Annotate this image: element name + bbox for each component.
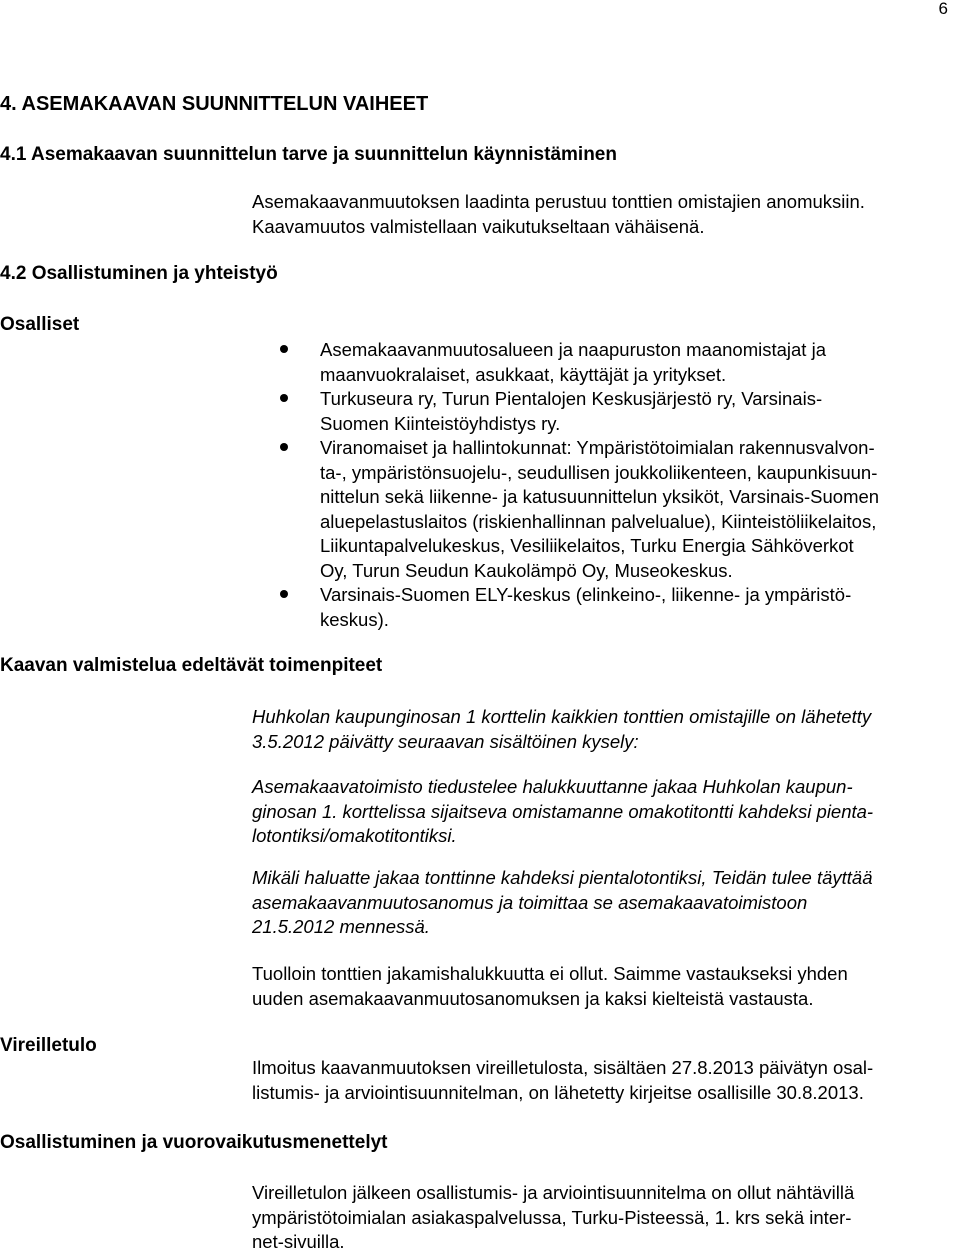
list-item: [320, 387, 956, 436]
section-4-1-title: 4.1 Asemakaavan suunnittelun tarve ja suunnittelun käynnistäminen: [0, 144, 617, 165]
bullet-icon: [280, 590, 288, 598]
list-item: [320, 436, 956, 583]
text-line: Suomen Kiinteistöyhdistys ry.: [320, 412, 561, 434]
vireilletulo-text: [252, 1056, 958, 1105]
osalliset-list: [320, 338, 956, 632]
chapter-heading: 4. ASEMAKAAVAN SUUNNITTELUN VAIHEET: [0, 93, 429, 115]
osallistuminen-label: Osallistuminen ja vuorovaikutusmenettelyt: [0, 1132, 388, 1153]
kaavan-valmistelua-label: Kaavan valmistelua edeltävät toimenpiteet: [0, 655, 383, 676]
text-line: ta-, ympäristönsuojelu-, seudullisen joukkoliikenteen, kaupunkisuun-: [320, 461, 878, 483]
kysely-result: [252, 962, 958, 1011]
kysely-instructions: [252, 866, 958, 940]
kysely-content: [252, 775, 958, 849]
text-line: Tuolloin tonttien jakamishalukkuutta ei ollut. Saimme vastaukseksi yhden: [252, 963, 848, 984]
text-line: Asemakaavatoimisto tiedustelee halukkuuttanne jakaa Huhkolan kaupun-: [252, 776, 853, 797]
text-line: Asemakaavanmuutoksen laadinta perustuu tonttien omistajien anomuksiin.: [252, 191, 865, 212]
section-4-1-text: [252, 190, 958, 239]
bullet-icon: [280, 345, 288, 353]
text-line: Viranomaiset ja hallintokunnat: Ympäristötoimialan rakennusvalvon-: [320, 437, 875, 458]
section-4-2-title: 4.2 Osallistuminen ja yhteistyö: [0, 263, 278, 284]
text-line: net-sivuilla.: [252, 1231, 345, 1252]
text-line: ginosan 1. korttelissa sijaitseva omistamanne omakotitontti kahdeksi pienta-: [252, 800, 874, 822]
bullet-icon: [280, 394, 288, 402]
osallistuminen-text: [252, 1181, 958, 1255]
text-line: keskus).: [320, 608, 389, 630]
osalliset-label: Osalliset: [0, 314, 80, 335]
text-line: Oy, Turun Seudun Kaukolämpö Oy, Museokeskus.: [320, 559, 733, 581]
list-item: [320, 583, 956, 632]
page-number: 6: [938, 0, 948, 18]
text-line: Mikäli haluatte jakaa tonttinne kahdeksi pientalotontiksi, Teidän tulee täyttää: [252, 867, 873, 888]
text-line: Kaavamuutos valmistellaan vaikutukseltaan vähäisenä.: [252, 215, 705, 237]
text-line: 21.5.2012 mennessä.: [252, 916, 430, 937]
text-line: Varsinais-Suomen ELY-keskus (elinkeino-, liikenne- ja ympäristö-: [320, 584, 852, 605]
text-line: Huhkolan kaupunginosan 1 korttelin kaikkien tonttien omistajille on lähetetty: [252, 706, 872, 727]
text-line: Turkuseura ry, Turun Pientalojen Keskusjärjestö ry, Varsinais-: [320, 388, 823, 409]
text-line: 3.5.2012 päivätty seuraavan sisältöinen kysely:: [252, 730, 639, 752]
vireilletulo-label: Vireilletulo: [0, 1035, 97, 1056]
kysely-intro: [252, 705, 958, 754]
text-line: maanvuokralaiset, asukkaat, käyttäjät ja yritykset.: [320, 363, 727, 385]
text-line: Asemakaavanmuutosalueen ja naapuruston maanomistajat ja: [320, 339, 826, 360]
bullet-icon: [280, 443, 288, 451]
text-line: lotontiksi/omakotitontiksi.: [252, 825, 457, 846]
text-line: uuden asemakaavanmuutosanomuksen ja kaksi kielteistä vastausta.: [252, 987, 814, 1009]
text-line: ympäristötoimialan asiakaspalvelussa, Turku-Pisteessä, 1. krs sekä inter-: [252, 1206, 852, 1228]
text-line: listumis- ja arviointisuunnitelman, on lähetetty kirjeitse osallisille 30.8.2013.: [252, 1081, 864, 1103]
text-line: aluepelastuslaitos (riskienhallinnan palvelualue), Kiinteistöliikelaitos,: [320, 510, 877, 532]
text-line: Ilmoitus kaavanmuutoksen vireilletulosta, sisältäen 27.8.2013 päivätyn osal-: [252, 1057, 874, 1078]
list-item: [320, 338, 956, 387]
text-line: asemakaavanmuutosanomus ja toimittaa se asemakaavatoimistoon: [252, 891, 808, 913]
text-line: nittelun sekä liikenne- ja katusuunnittelun yksiköt, Varsinais-Suomen: [320, 486, 880, 507]
text-line: Liikuntapalvelukeskus, Vesiliikelaitos, Turku Energia Sähköverkot: [320, 535, 854, 556]
text-line: Vireilletulon jälkeen osallistumis- ja arviointisuunnitelma on ollut nähtävillä: [252, 1182, 855, 1203]
